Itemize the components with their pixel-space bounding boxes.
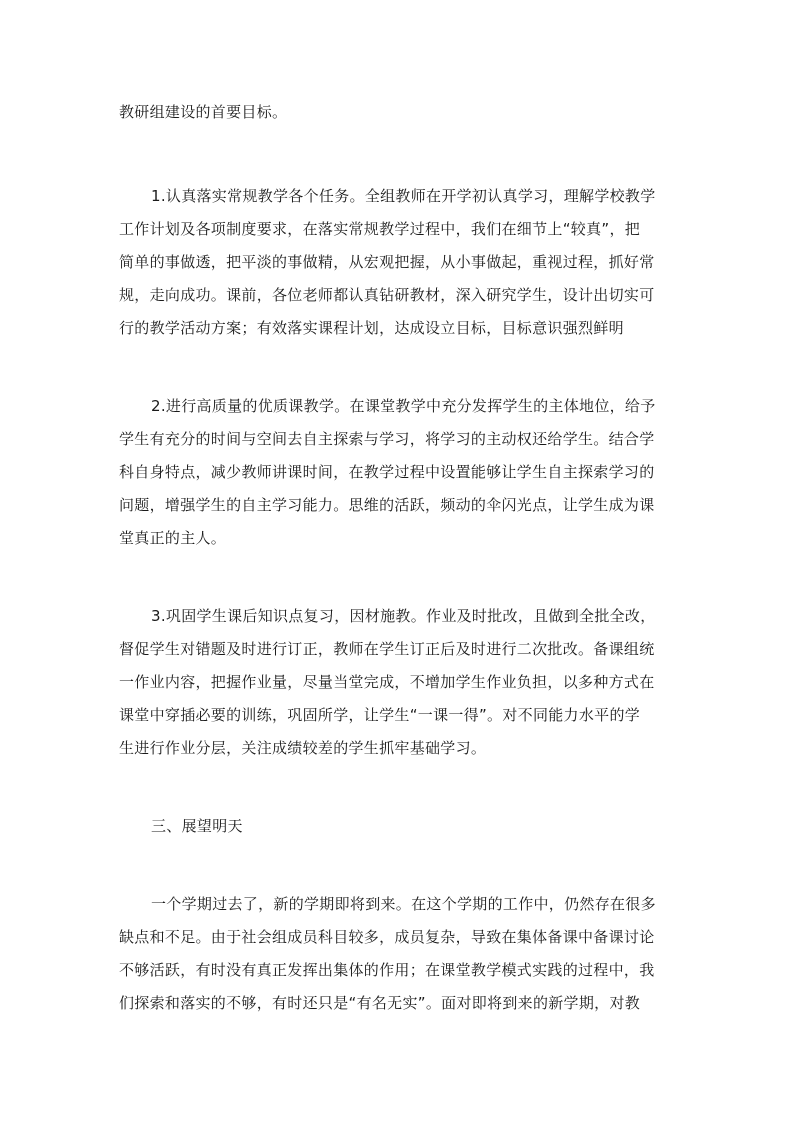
paragraph-1-line-5: 行的教学活动方案；有效落实课程计划，达成设立目标，目标意识强烈鲜明 xyxy=(119,319,624,337)
paragraph-4-line-4: 们探索和落实的不够，有时还只是“有名无实”。面对即将到来的新学期，对教 xyxy=(119,994,641,1012)
paragraph-2-line-5: 堂真正的主人。 xyxy=(119,529,227,547)
section-heading: 三、展望明天 xyxy=(151,817,243,835)
paragraph-3-line-5: 生进行作业分层，关注成绩较差的学生抓牢基础学习。 xyxy=(119,739,487,757)
paragraph-3-line-3: 一作业内容，把握作业量，尽量当堂完成，不增加学生作业负担，以多种方式在 xyxy=(119,673,655,691)
paragraph-2-line-4: 问题，增强学生的自主学习能力。思维的活跃，频动的伞闪光点，让学生成为课 xyxy=(119,496,655,514)
paragraph-2-line-1: 2.进行高质量的优质课教学。在课堂教学中充分发挥学生的主体地位，给予 xyxy=(151,397,656,415)
paragraph-1-line-1: 1.认真落实常规教学各个任务。全组教师在开学初认真学习，理解学校教学 xyxy=(151,187,656,205)
paragraph-2-line-2: 学生有充分的时间与空间去自主探索与学习，将学习的主动权还给学生。结合学 xyxy=(119,430,655,448)
paragraph-4-line-3: 不够活跃，有时没有真正发挥出集体的作用；在课堂教学模式实践的过程中，我 xyxy=(119,961,655,979)
paragraph-1-line-3: 简单的事做透，把平淡的事做精，从宏观把握，从小事做起，重视过程，抓好常 xyxy=(119,253,655,271)
paragraph-3-line-4: 课堂中穿插必要的训练，巩固所学，让学生“一课一得”。对不同能力水平的学 xyxy=(119,706,641,724)
paragraph-3-line-2: 督促学生对错题及时进行订正，教师在学生订正后及时进行二次批改。备课组统 xyxy=(119,640,655,658)
paragraph-4-line-1: 一个学期过去了，新的学期即将到来。在这个学期的工作中，仍然存在很多 xyxy=(151,895,656,913)
paragraph-1-line-2: 工作计划及各项制度要求，在落实常规教学过程中，我们在细节上“较真”，把 xyxy=(119,220,641,238)
paragraph-1-line-4: 规，走向成功。课前，各位老师都认真钻研教材，深入研究学生，设计出切实可 xyxy=(119,286,655,304)
paragraph-4-line-2: 缺点和不足。由于社会组成员科目较多，成员复杂，导致在集体备课中备课讨论 xyxy=(119,928,655,946)
paragraph-2-line-3: 科自身特点，减少教师讲课时间，在教学过程中设置能够让学生自主探索学习的 xyxy=(119,463,655,481)
paragraph-3-line-1: 3.巩固学生课后知识点复习，因材施教。作业及时批改，且做到全批全改， xyxy=(151,607,656,625)
intro-line: 教研组建设的首要目标。 xyxy=(119,103,288,121)
